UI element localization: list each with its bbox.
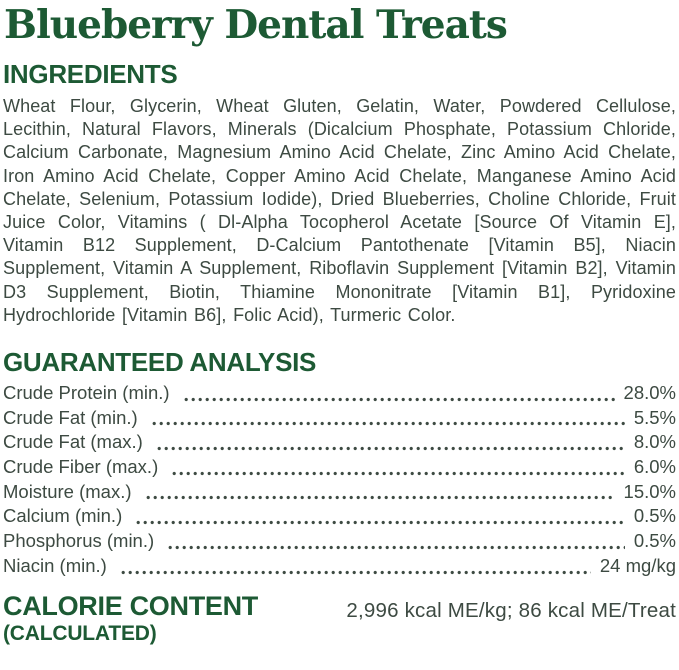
dot-leader (184, 397, 615, 402)
calorie-content-heading: CALORIE CONTENT (3, 590, 258, 621)
analysis-row-value: 5.5% (633, 406, 676, 428)
analysis-row-label: Phosphorus (min.) (3, 530, 155, 552)
calorie-content-section (3, 591, 676, 646)
analysis-table (3, 382, 676, 580)
dot-leader (157, 446, 625, 451)
analysis-row-value: 24 mg/kg (599, 554, 676, 576)
calorie-calculated-subheading: (CALCULATED) (3, 621, 157, 645)
table-row (3, 505, 676, 530)
guaranteed-analysis-heading: GUARANTEED ANALYSIS (3, 347, 317, 378)
table-row (3, 456, 676, 481)
table-row (3, 481, 676, 506)
analysis-row-value: 6.0% (633, 456, 676, 478)
dot-leader (136, 520, 625, 525)
table-row (3, 407, 676, 432)
analysis-row-label: Crude Fiber (max.) (3, 456, 159, 478)
dot-leader (172, 471, 625, 476)
calorie-value: 2,996 kcal ME/kg; 86 kcal ME/Treat (346, 598, 676, 622)
analysis-row-value: 8.0% (633, 431, 676, 453)
analysis-row-label: Crude Fat (min.) (3, 406, 138, 428)
analysis-row-label: Crude Protein (min.) (3, 382, 170, 404)
page-title: Blueberry Dental Treats (4, 2, 507, 48)
dot-leader (146, 495, 615, 500)
dot-leader (152, 421, 625, 426)
table-row (3, 530, 676, 555)
dot-leader (121, 570, 591, 575)
analysis-row-label: Crude Fat (max.) (3, 431, 143, 453)
analysis-row-value: 0.5% (633, 505, 676, 527)
ingredients-text: Wheat Flour, Glycerin, Wheat Gluten, Gelatin, Water, Powdered Cellulose, Lecithin, Natural Flavors, Minerals (Dicalcium Phosphate, Potassium Chloride, Calcium Carbonate, Magnesium Amino Acid Chelate, Zinc Amino Acid Chelate, Iron Amino Acid Chelate, Copper Amino Acid Chelate, Manganese Amino Acid Chelate, Selenium, Potassium Iodide), Dried Blueberries, Choline Chloride, Fruit Juice Color, Vitamins ( Dl-Alpha Tocopherol Acetate [Source Of Vitamin E], Vitamin B12 Supplement, D-Calcium Pantothenate [Vitamin B5], Niacin Supplement, Vitamin A Supplement, Riboflavin Supplement [Vitamin B2], Vitamin D3 Supplement, Biotin, Thiamine Mononitrate [Vitamin B1], Pyridoxine Hydrochloride [Vitamin B6], Folic Acid), Turmeric Color. (3, 96, 676, 325)
guaranteed-analysis-section (3, 348, 676, 580)
table-row (3, 555, 676, 580)
table-row (3, 382, 676, 407)
table-row (3, 431, 676, 456)
ingredients-heading: INGREDIENTS (3, 59, 178, 89)
dot-leader (168, 545, 625, 550)
analysis-row-value: 0.5% (633, 530, 676, 552)
analysis-row-label: Niacin (min.) (3, 554, 107, 576)
analysis-row-value: 15.0% (623, 480, 676, 502)
calorie-headings (3, 591, 258, 646)
analysis-row-value: 28.0% (623, 382, 676, 404)
analysis-row-label: Calcium (min.) (3, 505, 123, 527)
ingredients-section (3, 60, 676, 327)
analysis-row-label: Moisture (max.) (3, 480, 132, 502)
